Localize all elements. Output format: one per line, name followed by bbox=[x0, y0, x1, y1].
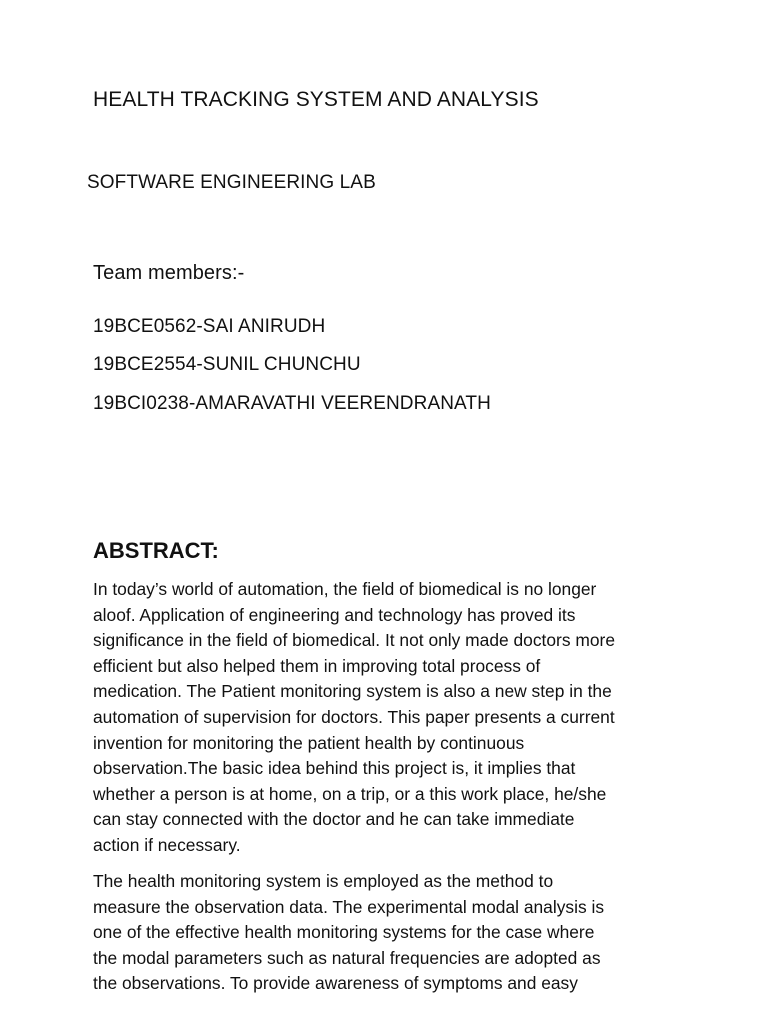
team-member: 19BCE0562-SAI ANIRUDH bbox=[93, 316, 326, 337]
paragraph-line: In today’s world of automation, the field of biomedical is no longer bbox=[93, 579, 597, 599]
paragraph-line: observation.The basic idea behind this project is, it implies that bbox=[93, 758, 576, 779]
paragraph-line: the observations. To provide awareness of symptoms and easy bbox=[93, 973, 578, 994]
abstract-paragraph bbox=[93, 869, 693, 997]
paragraph-line: aloof. Application of engineering and technology has proved its bbox=[93, 604, 576, 625]
paragraph-line: can stay connected with the doctor and he can take immediate bbox=[93, 809, 575, 830]
abstract-heading: ABSTRACT: bbox=[93, 538, 219, 563]
paragraph-line: invention for monitoring the patient health by continuous bbox=[93, 732, 525, 753]
paragraph-line: efficient but also helped them in improving total process of bbox=[93, 655, 541, 676]
team-members-label: Team members:- bbox=[93, 262, 245, 284]
document-subtitle: SOFTWARE ENGINEERING LAB bbox=[87, 172, 376, 193]
paragraph-line: action if necessary. bbox=[93, 834, 241, 855]
team-member: 19BCE2554-SUNIL CHUNCHU bbox=[93, 354, 361, 375]
abstract-paragraph bbox=[93, 577, 693, 859]
paragraph-line: significance in the field of biomedical. It not only made doctors more bbox=[93, 630, 615, 651]
paragraph-line: The health monitoring system is employed as the method to bbox=[93, 871, 554, 891]
paragraph-line: one of the effective health monitoring systems for the case where bbox=[93, 922, 595, 943]
paragraph-line: measure the observation data. The experimental modal analysis is bbox=[93, 896, 605, 917]
document-title: HEALTH TRACKING SYSTEM AND ANALYSIS bbox=[93, 88, 539, 111]
paragraph-line: whether a person is at home, on a trip, or a this work place, he/she bbox=[93, 783, 607, 804]
paragraph-line: automation of supervision for doctors. This paper presents a current bbox=[93, 706, 615, 727]
paragraph-line: the modal parameters such as natural frequencies are adopted as bbox=[93, 947, 601, 968]
team-member: 19BCI0238-AMARAVATHI VEERENDRANATH bbox=[93, 393, 491, 414]
paragraph-line: medication. The Patient monitoring system is also a new step in the bbox=[93, 681, 612, 702]
